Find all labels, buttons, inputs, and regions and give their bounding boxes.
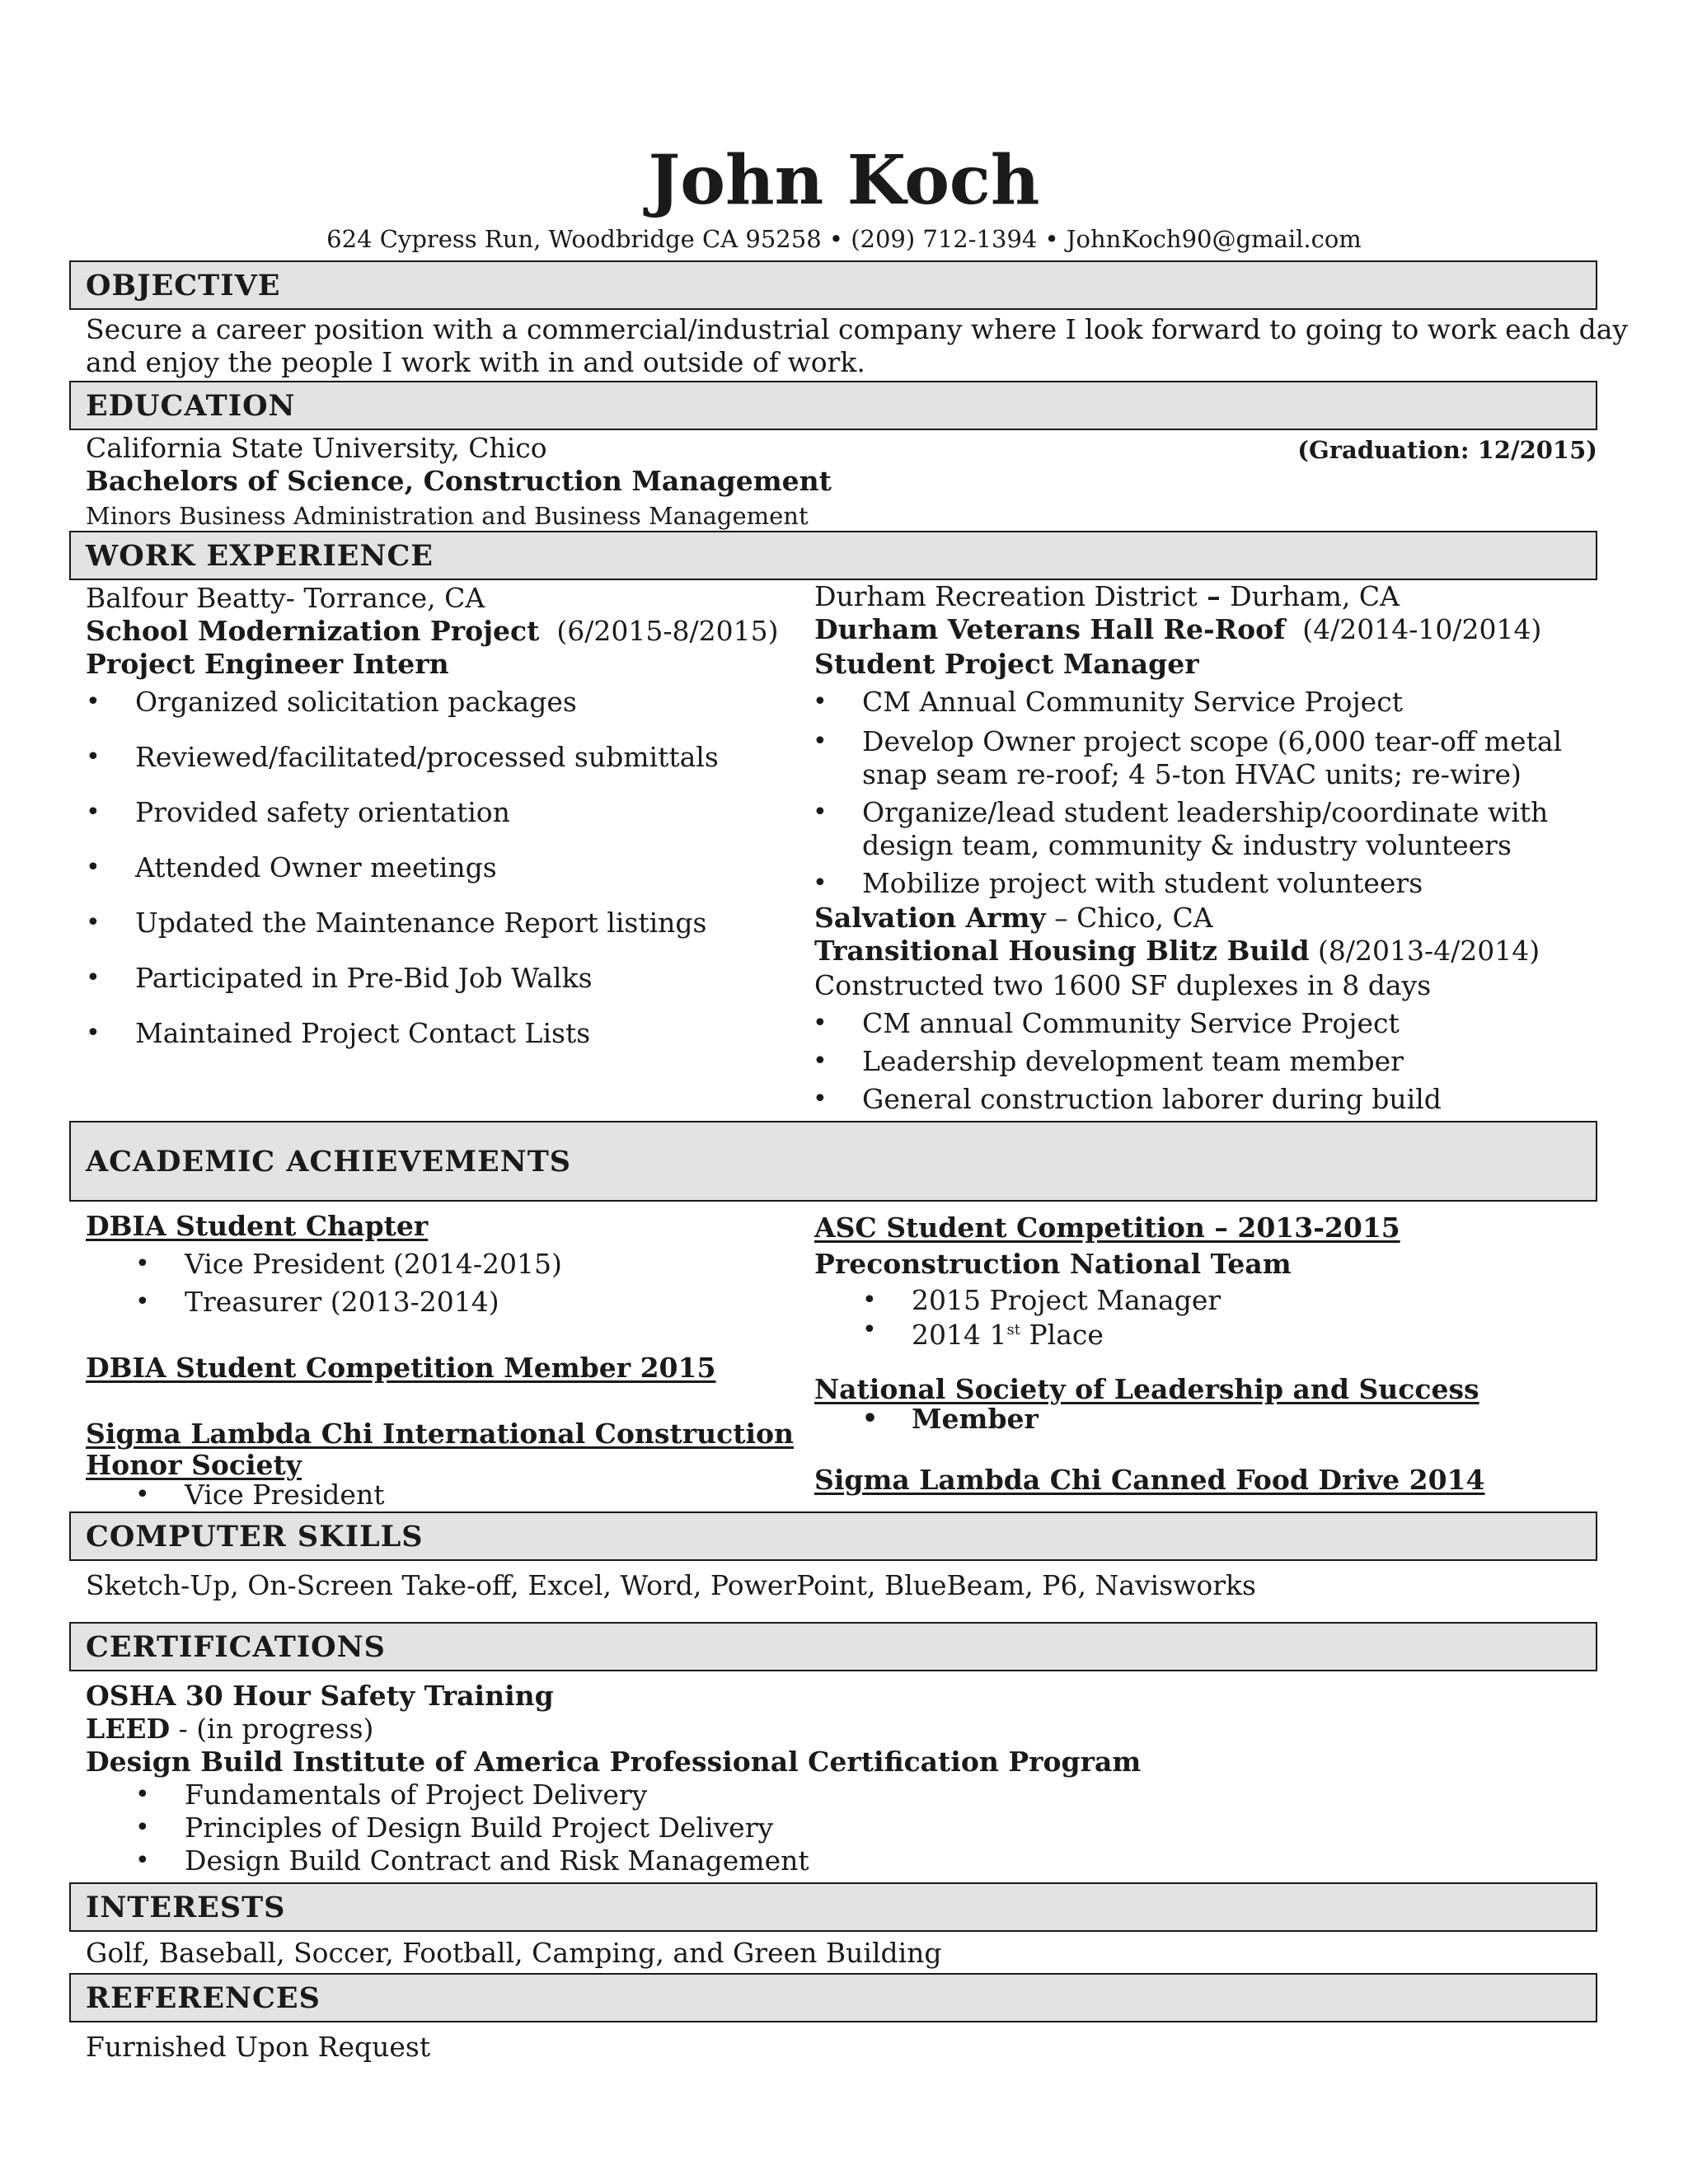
education-header-label: EDUCATION: [86, 388, 296, 423]
work-right-role: Student Project Manager: [814, 648, 1199, 680]
academic-dbia-bullet-text: Vice President (2014-2015): [185, 1248, 562, 1280]
work-left-bullet-text: Provided safety orientation: [135, 796, 510, 828]
academic-dbia-competition: DBIA Student Competition Member 2015: [86, 1352, 716, 1384]
list-item: [813, 867, 1423, 900]
list-item: [135, 1779, 648, 1811]
skills-header: [69, 1511, 1597, 1561]
work-right-bullet-text: CM Annual Community Service Project: [862, 686, 1403, 718]
list-item: [813, 1045, 1404, 1078]
bullet-icon: •: [135, 1287, 150, 1316]
bullet-icon: •: [813, 687, 828, 716]
academic-dbia-bullet-text: Treasurer (2013-2014): [185, 1286, 499, 1318]
academic-dbia-chapter: DBIA Student Chapter: [86, 1210, 429, 1242]
work-right-company-dash: –: [1197, 580, 1231, 612]
work-left-bullet-text: Maintained Project Contact Lists: [135, 1017, 591, 1049]
list-item: [135, 1844, 809, 1877]
work-left-bullet-text: Participated in Pre-Bid Job Walks: [135, 962, 593, 994]
certs-dbia: Design Build Institute of America Professional Certification Program: [86, 1746, 1142, 1778]
list-item: [135, 1811, 774, 1844]
work-right-project-2-line: [814, 935, 1540, 968]
list-item: [86, 962, 593, 995]
work-right-company-2-name: Salvation Army: [814, 902, 1046, 934]
work-header-label: WORK EXPERIENCE: [86, 538, 434, 573]
certs-header-label: CERTIFICATIONS: [86, 1629, 386, 1664]
bullet-icon: •: [135, 1846, 150, 1875]
certs-bullet-text: Fundamentals of Project Delivery: [185, 1779, 648, 1811]
interests-text: Golf, Baseball, Soccer, Football, Camping, and Green Building: [86, 1937, 942, 1969]
objective-line-1: Secure a career position with a commercial/industrial company where I look forward to going to work each day: [86, 313, 1629, 345]
list-item: [813, 796, 1549, 829]
certs-leed-note: - (in progress): [170, 1713, 374, 1745]
bullet-icon: •: [862, 1404, 879, 1433]
interests-header: [69, 1882, 1597, 1932]
education-header: [69, 381, 1597, 430]
work-right-company: [814, 580, 1400, 613]
references-text: Furnished Upon Request: [86, 2031, 431, 2063]
list-item: [813, 1083, 1442, 1116]
work-right-dates: (4/2014-10/2014): [1302, 613, 1542, 645]
certs-osha: OSHA 30 Hour Safety Training: [86, 1680, 554, 1712]
list-item: [86, 796, 510, 829]
objective-header: [69, 260, 1597, 310]
bullet-icon: •: [862, 1286, 877, 1315]
education-minors: Minors Business Administration and Business Management: [86, 502, 809, 530]
certs-bullet-text: Design Build Contract and Risk Management: [185, 1844, 809, 1877]
list-item: [862, 1403, 1039, 1436]
interests-header-label: INTERESTS: [86, 1890, 286, 1924]
certs-bullet-text: Principles of Design Build Project Delivery: [185, 1811, 774, 1844]
academic-precon-bullet-number: 2014 1: [912, 1319, 1007, 1351]
list-item: [862, 1314, 1104, 1352]
work-left-bullet-text: Updated the Maintenance Report listings: [135, 907, 707, 939]
bullet-icon: •: [813, 727, 828, 756]
list-item: [813, 725, 1563, 758]
work-left-dates: (6/2015-8/2015): [556, 615, 779, 647]
bullet-icon: •: [86, 1019, 101, 1047]
work-header: [69, 531, 1597, 580]
bullet-icon: •: [86, 963, 101, 992]
work-left-bullet-text: Attended Owner meetings: [135, 851, 497, 883]
academic-precon: Preconstruction National Team: [814, 1248, 1292, 1280]
bullet-icon: •: [86, 908, 101, 937]
list-item: [862, 1284, 1221, 1317]
list-item: [86, 686, 577, 719]
bullet-icon: •: [86, 743, 101, 771]
bullet-icon: •: [135, 1249, 150, 1278]
certs-leed-line: [86, 1713, 373, 1746]
skills-text: Sketch-Up, On-Screen Take-off, Excel, Word, PowerPoint, BlueBeam, P6, Navisworks: [86, 1569, 1256, 1601]
academic-precon-bullet-place: Place: [1020, 1319, 1104, 1351]
academic-sigma-line-1: Sigma Lambda Chi International Construction: [86, 1418, 794, 1450]
work-left-bullet-text: Organized solicitation packages: [135, 686, 577, 718]
academic-precon-bullet-sup: st: [1006, 1321, 1020, 1338]
academic-nsls-bullet-text: Member: [912, 1403, 1039, 1435]
academic-sigma-bullet-text: Vice President: [185, 1479, 385, 1511]
academic-asc: ASC Student Competition – 2013-2015: [814, 1212, 1400, 1244]
objective-header-label: OBJECTIVE: [86, 268, 281, 302]
work-right-company-2: [814, 902, 1213, 935]
work-right-dates-2: (8/2013-4/2014): [1318, 935, 1540, 967]
bullet-icon: •: [862, 1315, 877, 1344]
bullet-icon: •: [86, 687, 101, 716]
work-right-company-name: Durham Recreation District: [814, 580, 1198, 612]
list-item: [86, 741, 719, 774]
bullet-icon: •: [813, 1085, 828, 1113]
bullet-icon: •: [86, 853, 101, 882]
education-graduation: (Graduation: 12/2015): [1297, 436, 1597, 464]
work-left-project-line: [86, 615, 778, 648]
work-right-company-2-location: – Chico, CA: [1045, 902, 1213, 934]
objective-line-2: and enjoy the people I work with in and outside of work.: [86, 346, 865, 378]
academic-sigma-line-2: Honor Society: [86, 1449, 302, 1481]
academic-nsls: National Society of Leadership and Success: [814, 1373, 1479, 1405]
list-item: [86, 907, 707, 940]
bullet-icon: •: [813, 1047, 828, 1076]
work-right-project-line: [814, 613, 1541, 646]
list-item: [86, 1017, 591, 1050]
bullet-icon: •: [135, 1813, 150, 1842]
list-item: [135, 1286, 499, 1319]
work-left-bullet-text: Reviewed/facilitated/processed submittals: [135, 741, 719, 773]
bullet-icon: •: [813, 1009, 828, 1038]
work-right-bullet-continuation: snap seam re-roof; 4 5-ton HVAC units; re-wire): [862, 758, 1522, 790]
bullet-icon: •: [135, 1780, 150, 1809]
work-right-bullet-continuation: design team, community & industry volunteers: [862, 829, 1512, 861]
list-item: [813, 1007, 1400, 1040]
work-right-bullet-text: Organize/lead student leadership/coordinate with: [862, 796, 1549, 828]
academic-header: [69, 1121, 1597, 1202]
academic-header-label: ACADEMIC ACHIEVEMENTS: [86, 1144, 572, 1179]
contact-line: 624 Cypress Run, Woodbridge CA 95258 • (209) 712-1394 • JohnKoch90@gmail.com: [326, 225, 1362, 253]
bullet-icon: •: [813, 798, 828, 827]
bullet-icon: •: [135, 1480, 150, 1509]
certs-leed: LEED: [86, 1713, 171, 1745]
list-item: [135, 1248, 562, 1281]
work-left-role: Project Engineer Intern: [86, 648, 449, 680]
work-right-company-location: Durham, CA: [1230, 580, 1400, 612]
education-school: California State University, Chico: [86, 432, 547, 464]
list-item: [86, 851, 497, 884]
bullet-icon: •: [813, 869, 828, 898]
work-left-project: School Modernization Project: [86, 615, 540, 647]
work-right-project-2: Transitional Housing Blitz Build: [814, 935, 1310, 967]
work-right-bullet-text: Leadership development team member: [862, 1045, 1404, 1077]
work-left-company: Balfour Beatty- Torrance, CA: [86, 582, 485, 614]
certs-header: [69, 1622, 1597, 1671]
work-right-bullet-text: General construction laborer during build: [862, 1083, 1442, 1115]
academic-precon-bullet-text: [912, 1319, 1104, 1351]
references-header-label: REFERENCES: [86, 1980, 321, 2015]
bullet-icon: •: [86, 798, 101, 827]
resume-name: John Koch: [648, 141, 1040, 220]
work-right-desc-2: Constructed two 1600 SF duplexes in 8 days: [814, 969, 1432, 1001]
list-item: [813, 686, 1403, 719]
references-header: [69, 1973, 1597, 2022]
skills-header-label: COMPUTER SKILLS: [86, 1519, 424, 1554]
work-right-project: Durham Veterans Hall Re-Roof: [814, 613, 1286, 645]
work-right-bullet-text: Mobilize project with student volunteers: [862, 867, 1423, 899]
work-right-bullet-text: Develop Owner project scope (6,000 tear-off metal: [862, 725, 1563, 757]
list-item: [135, 1479, 385, 1511]
academic-canned-food: Sigma Lambda Chi Canned Food Drive 2014: [814, 1464, 1485, 1496]
education-degree: Bachelors of Science, Construction Management: [86, 465, 832, 497]
work-right-bullet-text: CM annual Community Service Project: [862, 1007, 1400, 1039]
academic-precon-bullet-text: 2015 Project Manager: [912, 1284, 1221, 1316]
